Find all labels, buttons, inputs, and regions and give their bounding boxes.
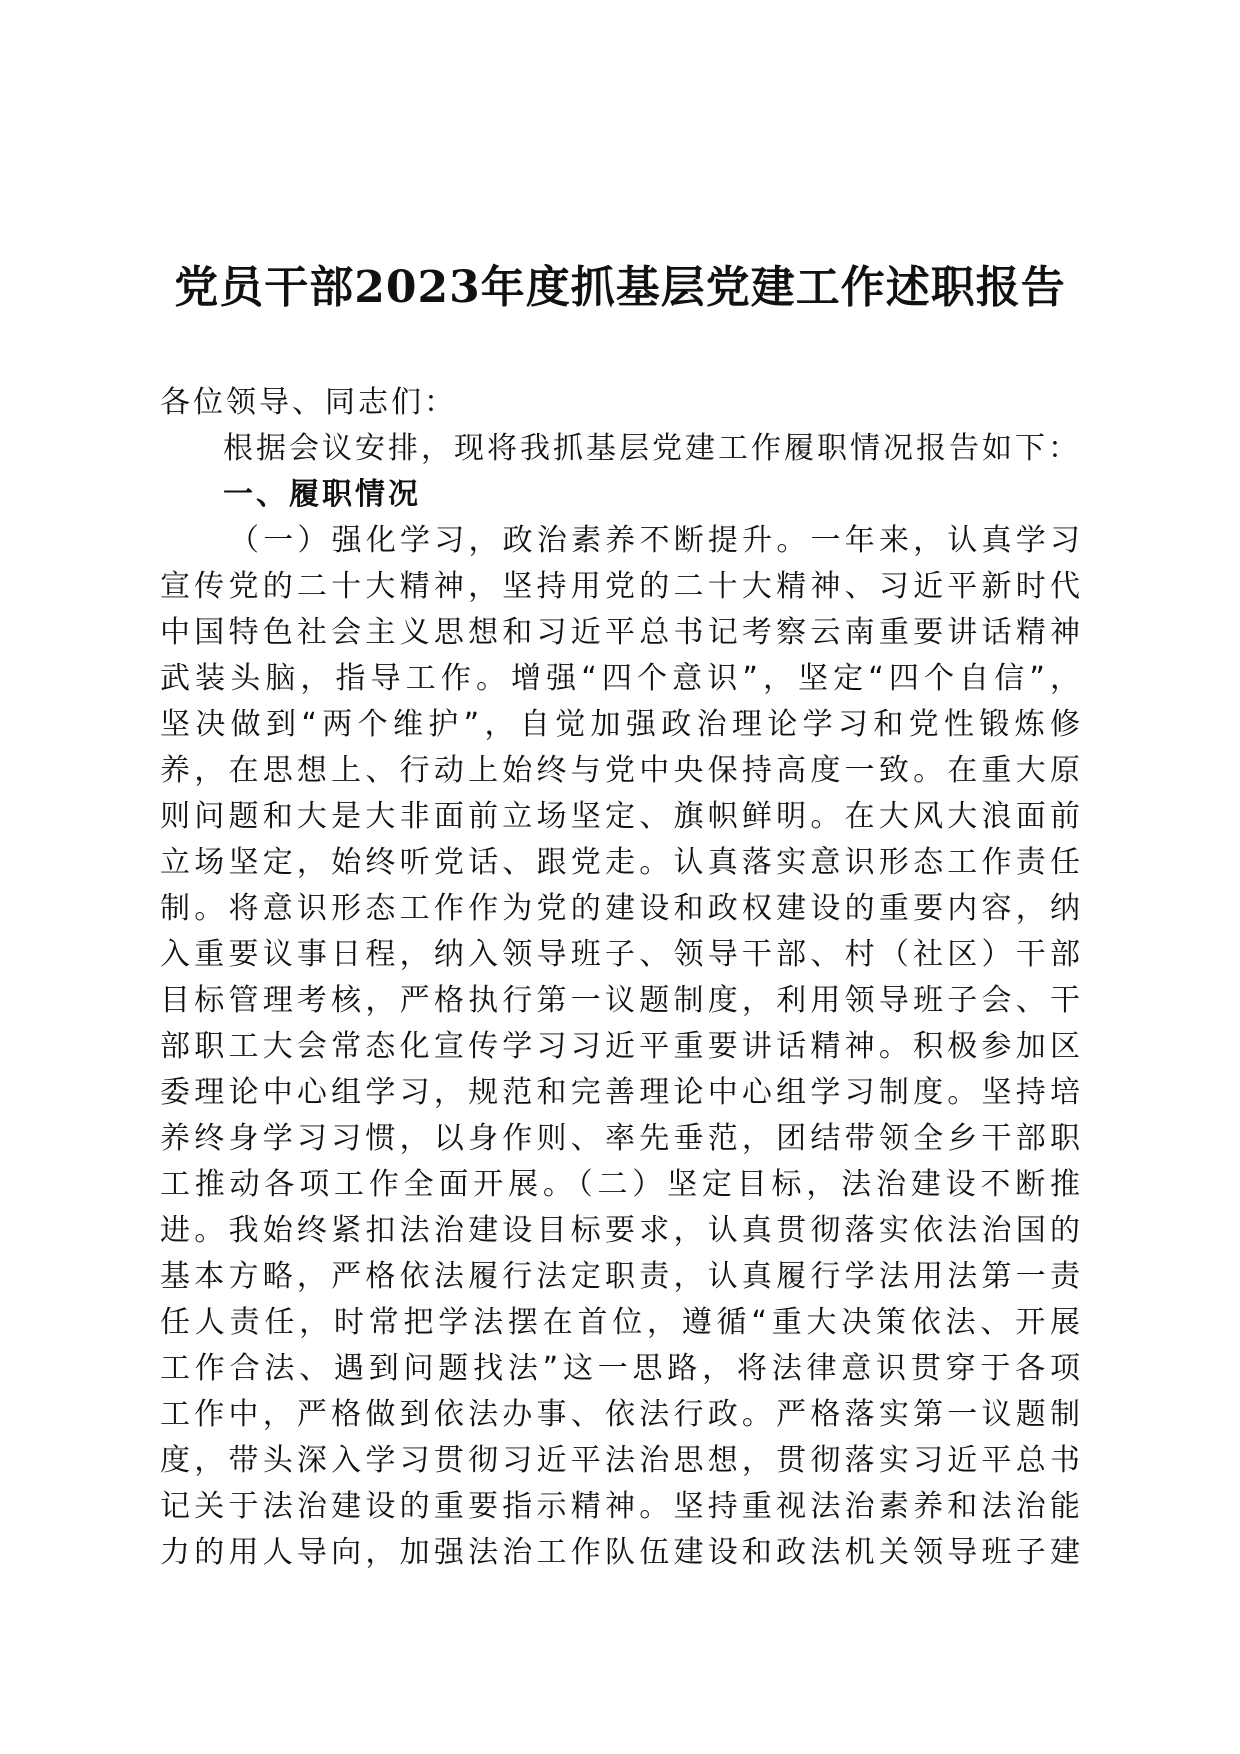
paragraph-line: 宣传党的二十大精神，坚持用党的二十大精神、习近平新时代	[160, 569, 1080, 604]
paragraph-line: 工作中，严格做到依法办事、依法行政。严格落实第一议题制	[160, 1397, 1080, 1432]
paragraph-line: 工作合法、遇到问题找法”这一思路，将法律意识贯穿于各项	[160, 1351, 1080, 1386]
paragraph-line: 养，在思想上、行动上始终与党中央保持高度一致。在重大原	[160, 753, 1080, 788]
paragraph-line: 则问题和大是大非面前立场坚定、旗帜鲜明。在大风大浪面前	[160, 799, 1080, 834]
paragraph-line: 记关于法治建设的重要指示精神。坚持重视法治素养和法治能	[160, 1489, 1080, 1524]
paragraph-line: 武装头脑，指导工作。增强“四个意识”，坚定“四个自信”，	[160, 661, 1080, 696]
paragraph-line: 委理论中心组学习，规范和完善理论中心组学习制度。坚持培	[160, 1075, 1080, 1110]
document-title: 党员干部2023年度抓基层党建工作述职报告	[174, 262, 1066, 313]
paragraph-line: 进。我始终紧扣法治建设目标要求，认真贯彻落实依法治国的	[160, 1213, 1080, 1248]
paragraph-line: 目标管理考核，严格执行第一议题制度，利用领导班子会、干	[160, 983, 1080, 1018]
paragraph-line: 中国特色社会主义思想和习近平总书记考察云南重要讲话精神	[160, 615, 1080, 650]
paragraph-line: （一）强化学习，政治素养不断提升。一年来，认真学习	[229, 523, 1080, 558]
paragraph-line: 制。将意识形态工作作为党的建设和政权建设的重要内容，纳	[160, 891, 1080, 926]
paragraph-line: 工推动各项工作全面开展。（二）坚定目标，法治建设不断推	[160, 1167, 1080, 1202]
intro-paragraph: 根据会议安排，现将我抓基层党建工作履职情况报告如下：	[223, 431, 1081, 466]
paragraph-line: 坚决做到“两个维护”，自觉加强政治理论学习和党性锻炼修	[160, 707, 1080, 742]
paragraph-line: 部职工大会常态化宣传学习习近平重要讲话精神。积极参加区	[160, 1029, 1080, 1064]
paragraph-line: 入重要议事日程，纳入领导班子、领导干部、村（社区）干部	[160, 937, 1080, 972]
paragraph-line: 任人责任，时常把学法摆在首位，遵循“重大决策依法、开展	[160, 1305, 1080, 1340]
document-body	[160, 380, 1080, 1576]
salutation: 各位领导、同志们：	[160, 385, 457, 420]
paragraph-line: 立场坚定，始终听党话、跟党走。认真落实意识形态工作责任	[160, 845, 1080, 880]
section-heading: 一、履职情况	[223, 477, 421, 512]
paragraph-line: 力的用人导向，加强法治工作队伍建设和政法机关领导班子建	[160, 1535, 1080, 1570]
paragraph-line: 养终身学习习惯，以身作则、率先垂范，团结带领全乡干部职	[160, 1121, 1080, 1156]
paragraph-line: 基本方略，严格依法履行法定职责，认真履行学法用法第一责	[160, 1259, 1080, 1294]
paragraph-line: 度，带头深入学习贯彻习近平法治思想，贯彻落实习近平总书	[160, 1443, 1080, 1478]
